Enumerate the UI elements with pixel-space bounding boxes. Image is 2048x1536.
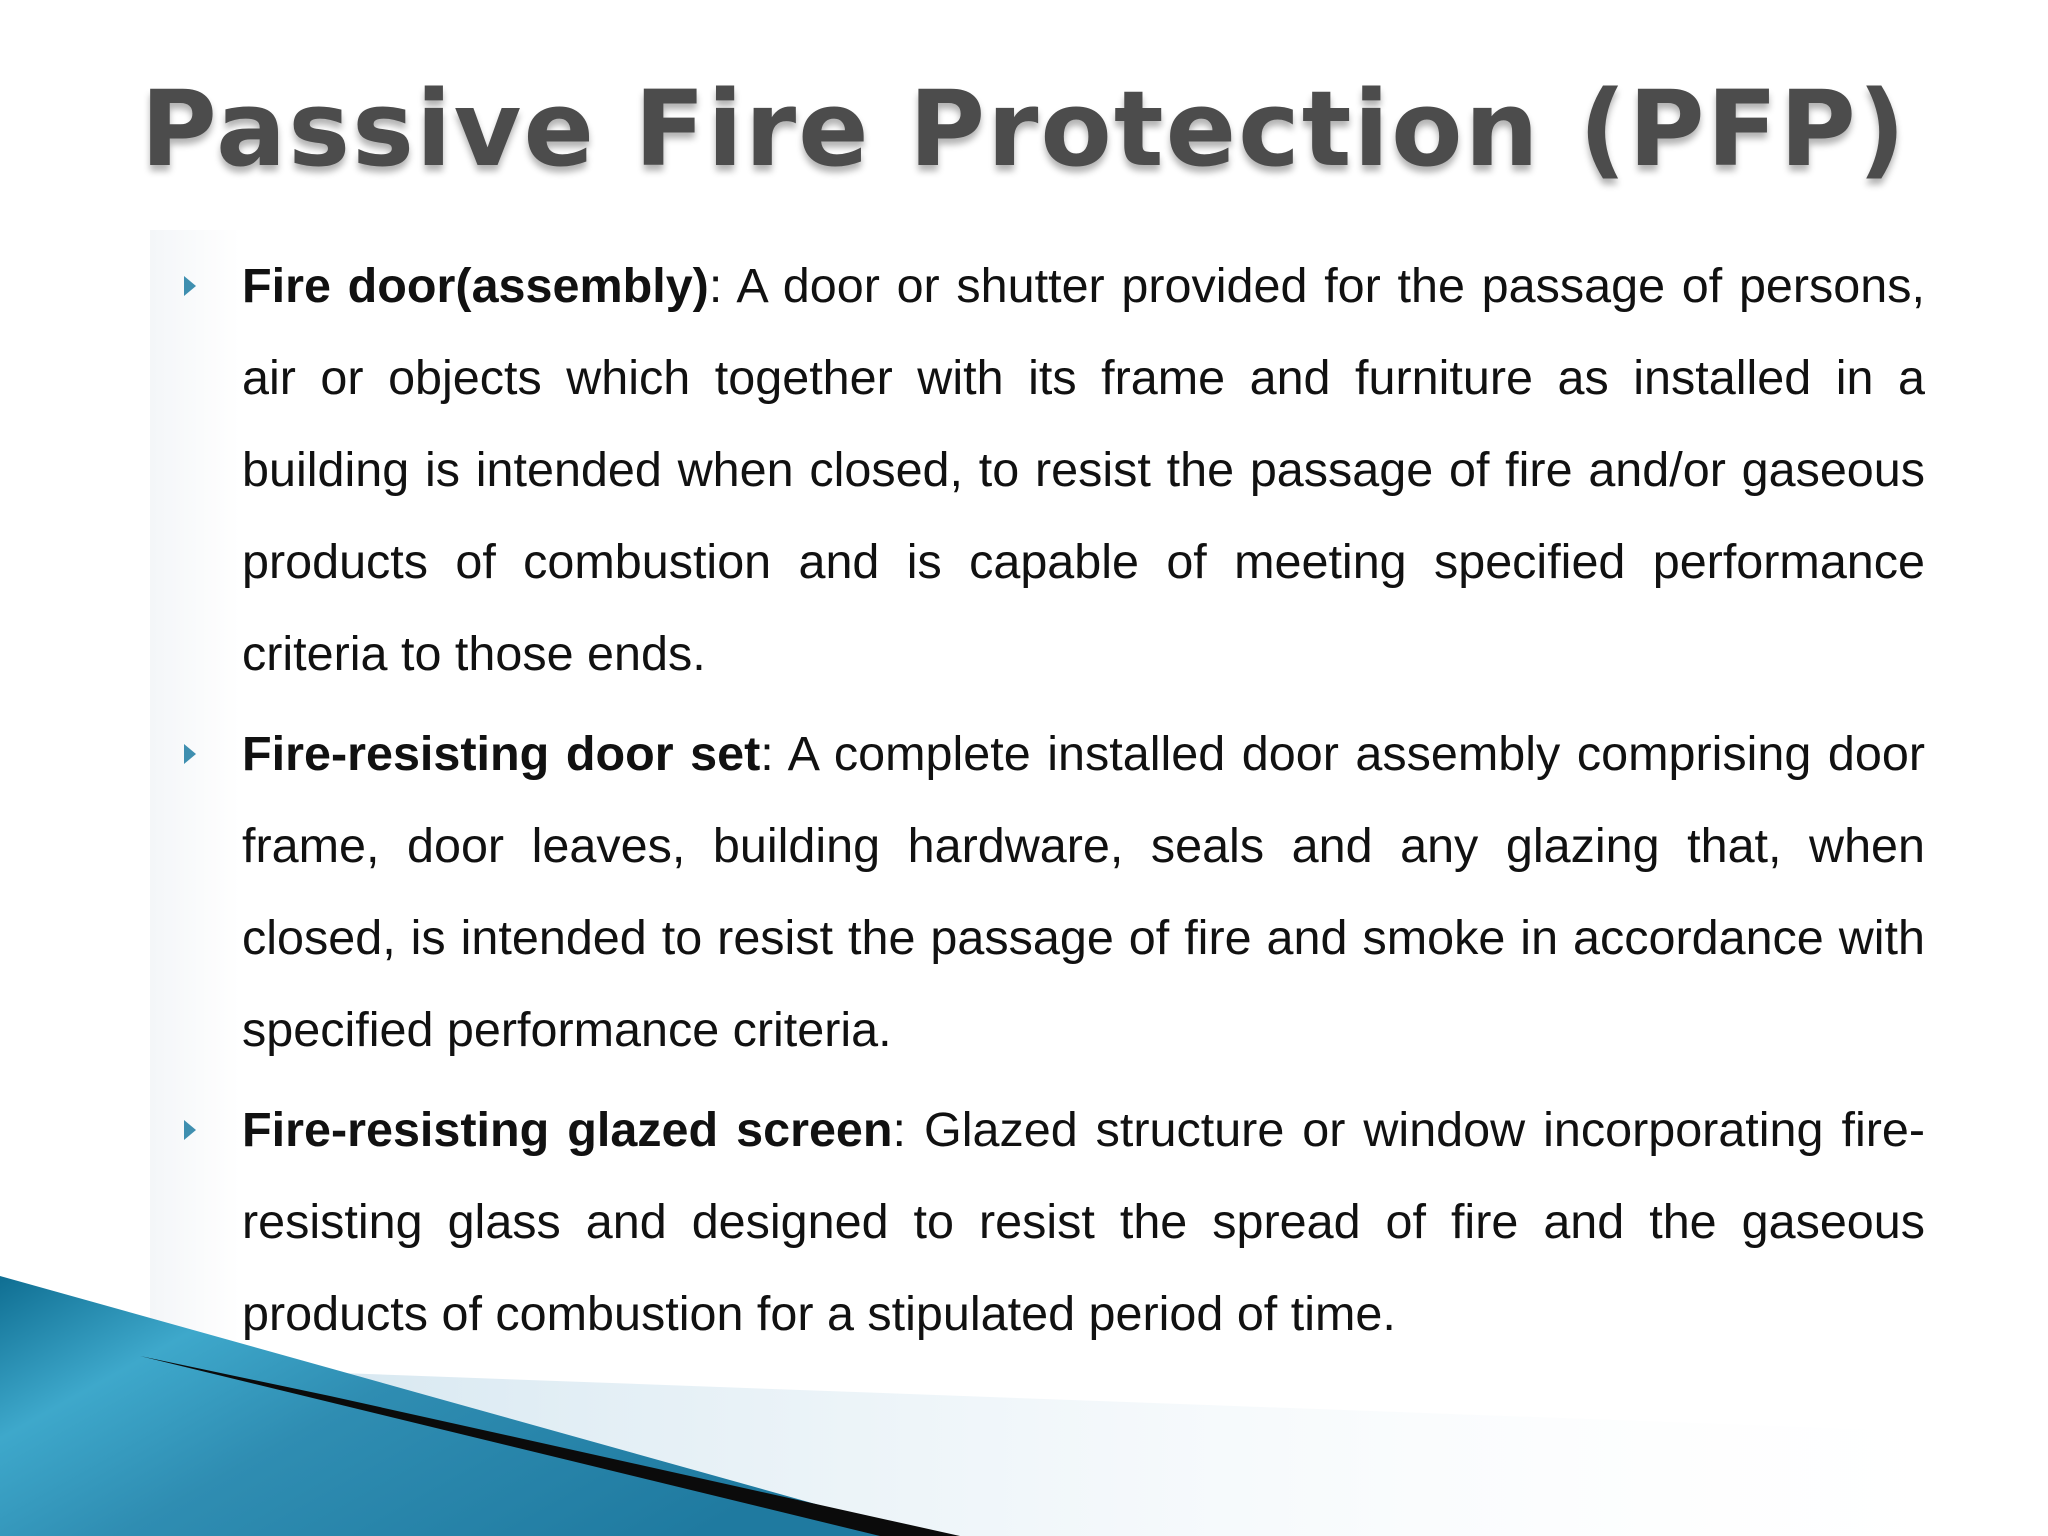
term-fire-resisting-glazed-screen: Fire-resisting glazed screen [242, 1103, 893, 1157]
definition-fire-resisting-glazed-screen: Glazed structure or window incorporating fire-resisting glass and designed to resist the spread of fire and the gaseous products of combustion for a stipulated period of time. [242, 1103, 1926, 1341]
bullet-fire-door [180, 240, 1925, 700]
triangle-right-icon [184, 1120, 196, 1140]
slide-title: Passive Fire Protection (PFP) [140, 68, 1908, 190]
definition-fire-resisting-door-set: A complete installed door assembly comprising door frame, door leaves, building hardware, seals and any glazing that, when closed, is intended to resist the passage of fire and smoke in accordance with specified performance criteria. [242, 727, 1925, 1057]
term-fire-resisting-door-set: Fire-resisting door set [242, 727, 761, 781]
bottom-wave-decoration [0, 1276, 2048, 1536]
triangle-right-icon [184, 744, 196, 764]
term-fire-door: Fire door(assembly) [242, 259, 709, 313]
term-separator: : [892, 1103, 907, 1157]
term-separator: : [760, 727, 774, 781]
definition-fire-door: A door or shutter provided for the passage of persons, air or objects which together with its frame and furniture as installed in a building is intended when closed, to resist the passage of fire and/or gaseous products of combustion and is capable of meeting specified performance criteria to those ends. [242, 259, 1925, 681]
bullet-fire-resisting-door-set [180, 708, 1925, 1076]
term-separator: : [708, 259, 723, 313]
bullet-list [180, 240, 1925, 1368]
triangle-right-icon [184, 276, 196, 296]
